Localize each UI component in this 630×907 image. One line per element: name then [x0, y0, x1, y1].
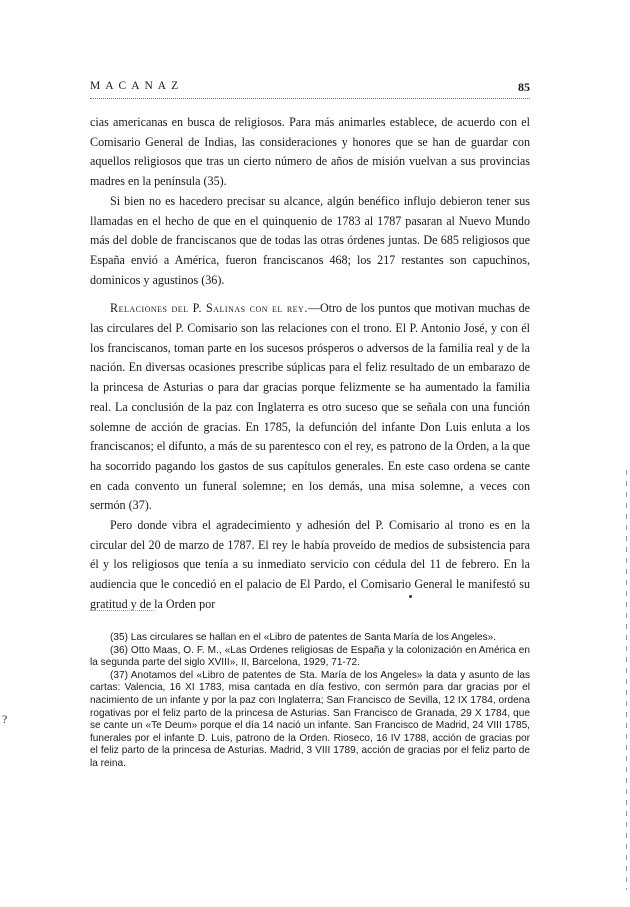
paragraph: Pero donde vibra el agradecimiento y adhesión del P. Comisario al trono es en la circular del 20 de marzo de 1787. El rey le había proveído de medios de subsistencia para él y los religiosos que tenía a su inmediato servicio con cédula del 11 de febrero. En la audiencia que le concedió en el palacio de El Pardo, el Comisario General le manifestó su gratitud y de la Orden por — [90, 518, 530, 611]
footnote-35: (35) Las circulares se hallan en el «Libro de patentes de Santa María de los Angeles». — [110, 632, 497, 643]
page-edge-shadow — [626, 470, 627, 890]
page-number: 85 — [518, 80, 530, 94]
margin-mark: ? — [2, 712, 8, 726]
footnote-36: (36) Otto Maas, O. F. M., «Las Ordenes religiosas de España y la colonización en América en la segunda parte del siglo XVIII», II, Barcelona, 1929, 71-72. — [90, 644, 530, 669]
section-paragraph — [90, 299, 530, 516]
main-text — [90, 113, 530, 615]
stray-dot — [409, 595, 412, 598]
footnotes — [90, 632, 530, 771]
paragraph-continuation: cias americanas en busca de religiosos. Para más animarles establece, de acuerdo con el Comisario General de Indias, las consideraciones y honores que se han de guardar con aquellos religiosos que tras un cierto número de años de misión vuelvan a sus provincias madres en la península (35). — [90, 115, 530, 189]
running-title: MACANAZ — [90, 80, 184, 92]
footnote-37: (37) Anotamos del «Libro de patentes de Sta. María de los Angeles» la data y asunto de las cartas: Valencia, 16 XI 1783, misa cantada en día festivo, con sermón para dar gracias por el nacimiento de un infante y por la paz con Inglaterra; San Francisco de Sevilla, 12 IX 1784, ordena rogativas por el feliz parto de la princesa de Asturias. San Francisco de Granada, 29 X 1784, que se cante un «Te Deum» porque el día 14 nació un infante. San Francisco de Madrid, 24 VIII 1785, funerales por el infante D. Luis, patrono de la Orden. Rioseco, 16 IV 1788, acción de gracias por el feliz parto de la princesa de Asturias. Madrid, 3 VIII 1789, acción de gracias por el feliz parto de la reina. — [90, 669, 530, 769]
section-heading: Relaciones del P. Salinas con el rey. — [110, 301, 308, 316]
header-rule — [90, 98, 530, 99]
running-head — [90, 80, 530, 98]
paragraph: Si bien no es hacedero precisar su alcance, algún benéfico influjo debieron tener sus llamadas en el hecho de que en el quinquenio de 1783 al 1787 pasaran al Nuevo Mundo más del doble de franciscanos que de todas las otras órdenes juntas. De 685 religiosos que España envió a América, fueron franciscanos 468; los 217 restantes son capuchinos, dominicos y agustinos (36). — [90, 193, 530, 287]
footnote-rule — [90, 610, 154, 611]
section-text: —Otro de los puntos que motivan muchas de las circulares del P. Comisario son las relaciones con el trono. El P. Antonio José, y con él los franciscanos, toman parte en los sucesos prósperos o adversos de la familia real y de la nación. En diversas ocasiones prescribe súplicas para el feliz resultado de un embarazo de la princesa de Asturias o para dar gracias porque felizmente se ha aumentado la familia real. La conclusión de la paz con Inglaterra es otro suceso que se señala con una función solemne de acción de gracias. En 1785, la defunción del infante Don Luis enluta a los franciscanos; el difunto, a más de su parentesco con el rey, es patrono de la Orden, a la que ha socorrido pagando los gastos de sus capítulos generales. En este caso ordena se cante en cada convento un funeral solemne; en los demás, una misa solemne, a veces con sermón (37). — [90, 301, 530, 513]
